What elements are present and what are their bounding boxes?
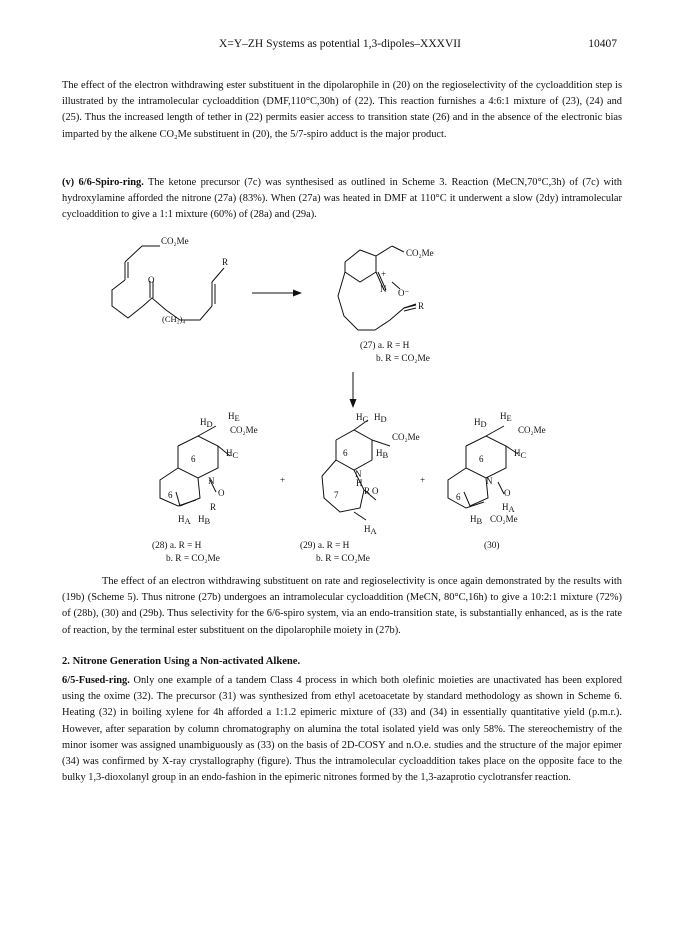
nitrone-label-b: b. R = CO₂Me	[376, 354, 430, 364]
running-title: X=Y–ZH Systems as potential 1,3-dipoles–XXXVII	[219, 38, 461, 50]
product-28-structure	[152, 411, 258, 564]
p28-nitrogen: N	[208, 476, 215, 486]
section-heading-nitrone-generation: 2. Nitrone Generation Using a Non-activated Alkene.	[62, 656, 301, 667]
p29-nitrogen: N	[355, 469, 362, 479]
paragraph-fused-ring	[62, 673, 622, 786]
p28-co2me: CO₂Me	[230, 425, 258, 435]
p30-hd: HD	[474, 417, 487, 429]
p29-ring-6: 6	[343, 448, 348, 458]
subsection-heading-spiro: (v) 6/6-Spiro-ring.	[62, 177, 144, 188]
page-number: 10407	[588, 38, 617, 50]
p30-oxygen: O	[504, 488, 511, 498]
down-arrow	[350, 372, 357, 408]
p29-hc: HC	[356, 412, 369, 424]
paragraph-ester-effect: The effect of an electron withdrawing substituent on rate and regioselectivity is once again demonstrated by the results with (19b) (Scheme 5). Thus nitrone (27b) undergoes an intramolecular cycloaddition (MeCN, 80°C,16h) to give a 10:2:1 mixture (72%) of (28b), (30) and (29b). Thus selectivity for the 6/6-spiro system, via an endo-transition state, is substantially enhanced, as is the rate of reaction, by the terminal ester substituent on the dipolarophile moiety in (27b).	[62, 576, 622, 636]
p29-hd: HD	[374, 412, 387, 424]
p29-hb: HB	[376, 448, 389, 460]
p29-h: H	[356, 478, 363, 488]
nitrone-o-minus: O⁻	[398, 288, 410, 298]
p30-ring-6b: 6	[456, 492, 461, 502]
p28-r: R	[210, 502, 217, 512]
nitrone-nitrogen: N	[380, 284, 387, 294]
p30-nitrogen: N	[486, 476, 493, 486]
p29-ha: HA	[364, 524, 377, 536]
p28-ring-6b: 6	[168, 490, 173, 500]
product-30-structure	[448, 411, 546, 551]
p29-oxygen: O	[372, 486, 379, 496]
nitrone-structure	[338, 246, 434, 364]
paragraph-spiro-body: The ketone precursor (7c) was synthesised as outlined in Scheme 3. Reaction (MeCN,70°C,3h) of (7c) with hydroxylamine afforded the nitrone (27a) (83%). When (27a) was heated in DMF at 110°C it underwent a slow (2dy) intramolecular cycloaddition to give a 1:1 mixture (60%) of (28a) and (29a).	[62, 177, 622, 221]
p28-ha: HA	[178, 514, 191, 526]
plus-sign-2: +	[420, 475, 426, 485]
p28-ring-6a: 6	[191, 454, 196, 464]
nitrone-r: R	[418, 301, 425, 311]
nitrone-co2me: CO₂Me	[406, 248, 434, 258]
p30-label: (30)	[484, 541, 500, 551]
nitrone-plus: +	[381, 269, 387, 279]
p28-oxygen: O	[218, 488, 225, 498]
nitrone-label-a: (27) a. R = H	[360, 341, 410, 351]
p28-he: HE	[228, 411, 240, 423]
p28-hb: HB	[198, 514, 211, 526]
precursor-oxygen: O	[148, 275, 155, 285]
reaction-arrow	[252, 290, 302, 297]
p30-ring-6a: 6	[479, 454, 484, 464]
p30-hc: HC	[514, 448, 527, 460]
p28-label-a: (28) a. R = H	[152, 541, 202, 551]
precursor-co2me: CO₂Me	[161, 236, 189, 246]
p30-he: HE	[500, 411, 512, 423]
p29-r: R	[364, 486, 371, 496]
p30-co2me-2: CO₂Me	[490, 514, 518, 524]
subsection-heading-fused: 6/5-Fused-ring.	[62, 675, 130, 686]
paragraph-regioselectivity: The effect of the electron withdrawing ester substituent in the dipolarophile in (20) on the regioselectivity of the cycloaddition step is illustrated by the intramolecular cycloaddition (DMF,110°C,30h) of (22). This reaction furnishes a 4:6:1 mixture of (23), (24) and (25). Thus the increased length of tether in (22) permits easier access to transition state (26) and in the absence of the electronic bias imparted by the alkene CO₂Me substituent in (20), the 5/7-spiro adduct is the major product.	[62, 80, 622, 140]
p30-hb: HB	[470, 514, 483, 526]
p28-hd: HD	[200, 417, 213, 429]
precursor-structure	[112, 236, 228, 324]
paragraph-fused-body: Only one example of a tandem Class 4 process in which both olefinic moieties are unactivated has been explored using the oxime (32). The precursor (31) was synthesized from ethyl acetoacetate by standard methodology as shown in Scheme 6. Heating (32) in boiling xylene for 4h afforded a 1:1.2 epimeric mixture of (33) and (34) in essentially quantitative yield (p.m.r.). However, after separation by column chromatography on alumina the total isolated yield was only 58%. The stereochemistry of the minor isomer was assigned unambiguously as (33) on the basis of 2D-COSY and n.O.e. studies and the structure of the major epimer (34) was confirmed by X-ray crystallography (figure). Thus the intramolecular cycloaddition takes place on the opposite face to the bulky 1,3-dioxolanyl group in an endo-fashion in the epimeric nitrones formed by the 1,3-azaprotio cyclotransfer reaction.	[62, 675, 622, 784]
p29-ring-7: 7	[334, 490, 339, 500]
p30-co2me: CO₂Me	[518, 425, 546, 435]
product-29-structure	[300, 412, 420, 564]
p28-hc: HC	[226, 448, 239, 460]
p29-co2me: CO₂Me	[392, 432, 420, 442]
p29-label-a: (29) a. R = H	[300, 541, 350, 551]
p29-label-b: b. R = CO₂Me	[316, 554, 370, 564]
precursor-tether: (CH₂)₄	[162, 314, 186, 324]
plus-sign-1: +	[280, 475, 286, 485]
p30-ha: HA	[502, 502, 515, 514]
p28-label-b: b. R = CO₂Me	[166, 554, 220, 564]
precursor-r: R	[222, 257, 229, 267]
